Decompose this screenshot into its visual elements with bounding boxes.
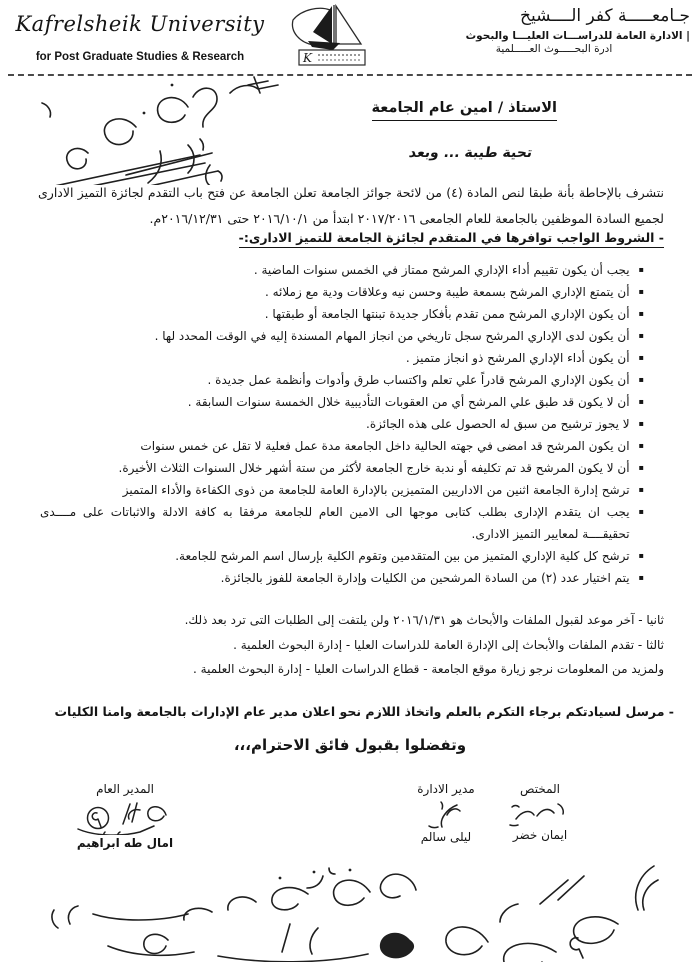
condition-text: أن يكون أداء الإداري المرشح ذو انجاز متميز . (405, 351, 630, 365)
square-bullet-icon: ▪ (638, 485, 644, 494)
handwritten-annotation-bottom (18, 862, 682, 962)
signature-title: المختص (520, 782, 560, 796)
salutation-line: تحية طيبة ... وبعد (407, 145, 534, 161)
condition-item (40, 457, 644, 479)
signature-name: امال طه ابراهيم (76, 836, 174, 850)
square-bullet-icon: ▪ (638, 309, 644, 318)
condition-text: أن يكون لدى الإداري المرشح سجل تاريخي من انجاز المهام المسندة إليه في الوقت المحدد لها . (154, 329, 630, 343)
condition-text: أن يتمتع الإداري المرشح بسمعة طيبة وحسن نيه وعلاقات ودية مع زملائه . (264, 285, 630, 299)
handwritten-signature-icon (68, 799, 182, 835)
dispatch-line: - مرسل لسيادتكم برجاء التكرم بالعلم واتخاذ اللازم نحو اعلان مدير عام الإدارات بالجامعة وامنا الكليات (54, 704, 674, 719)
signature-title: المدير العام (96, 782, 154, 796)
handwritten-signature-icon (423, 799, 469, 829)
admin-name-ar: | الادارة العامة للدراســـات العليـــا والبحوث (465, 30, 690, 42)
condition-item (40, 545, 644, 567)
note-submission: ثالثا - تقدم الملفات والأبحاث إلى الإدارة العامة للدراسات العليا - إدارة البحوث العلمية . (233, 637, 664, 652)
condition-item (40, 325, 644, 347)
condition-text: أن يكون الإداري المرشح ممن تقدم بأفكار جديدة تبنتها الجامعة أو طبقتها . (264, 307, 630, 321)
condition-text: يجب أن يكون تقييم أداء الإداري المرشح ممتاز في الخمس سنوات الماضية . (253, 263, 630, 277)
condition-item (40, 501, 644, 545)
square-bullet-icon: ▪ (638, 331, 644, 340)
square-bullet-icon: ▪ (638, 265, 644, 274)
handwritten-annotation-top (40, 55, 300, 185)
condition-text: ترشح كل كلية الإداري المتميز من بين المتقدمين وتقوم الكلية بإرسال اسم المرشح للجامعة. (175, 549, 630, 563)
intro-paragraph: نتشرف بالإحاطة بأنة طبقا لنص المادة (٤) من لائحة جوائز الجامعة تعلن الجامعة عن فتح باب التقدم لجائزة التميز الادارى لجميع السادة الموظفين بالجامعة للعام الجامعى ٢٠١٧/٢٠١٦ ابتدأ من ٢٠١٦/١٠/١ حتى ٢٠١٦/١٢/٣١م. (38, 185, 664, 226)
square-bullet-icon: ▪ (638, 353, 644, 362)
signature-specialist (498, 782, 582, 842)
condition-item (40, 413, 644, 435)
square-bullet-icon: ▪ (638, 463, 644, 472)
conditions-heading: - الشروط الواجب توافرها في المتقدم لجائزة الجامعة للتميز الادارى:- (239, 230, 664, 248)
condition-item (40, 391, 644, 413)
condition-item (40, 347, 644, 369)
addressee-line: الاستاذ / امين عام الجامعة (372, 100, 557, 121)
square-bullet-icon: ▪ (638, 419, 644, 428)
condition-text: يجب ان يتقدم الإدارى بطلب كتابى موجها الى الامين العام للجامعة مرفقا به كافة الادلة والاثباتات على مــــدى تحقيقــــة لمعايير التميز الادارى. (40, 505, 630, 541)
square-bullet-icon: ▪ (638, 375, 644, 384)
note-deadline: ثانيا - آخر موعد لقبول الملفات والأبحاث هو ٢٠١٦/١/٣١ ولن يلتفت إلى الطلبات التى ترد بعد ذلك. (184, 613, 664, 627)
condition-text: ترشح إدارة الجامعة اثنين من الاداريين المتميزين بالإدارة العامة للجامعة من ذوى الكفاءة والأداء المتميز (122, 483, 630, 497)
condition-text: يتم اختيار عدد (٢) من السادة المرشحين من الكليات وإدارة الجامعة للفوز بالجائزة. (220, 571, 630, 585)
condition-item (40, 479, 644, 501)
signature-general-manager (66, 782, 184, 850)
note-more-info: ولمزيد من المعلومات نرجو زيارة موقع الجامعة - قطاع الدراسات العليا - إدارة البحوث العلمية . (193, 662, 664, 676)
condition-item (40, 303, 644, 325)
square-bullet-icon: ▪ (638, 287, 644, 296)
research-dept-ar: ادرة البحـــــوث العـــــلمية (495, 43, 613, 55)
condition-item (40, 259, 644, 281)
notes-block (30, 608, 664, 682)
condition-text: ان يكون المرشح قد امضى في جهته الحالية داخل الجامعة مدة عمل فعلية لا تقل عن خمس سنوات (140, 439, 630, 453)
conditions-list (40, 259, 644, 589)
handwritten-signature-icon (508, 799, 572, 827)
square-bullet-icon: ▪ (638, 573, 644, 582)
square-bullet-icon: ▪ (638, 507, 644, 516)
square-bullet-icon: ▪ (638, 551, 644, 560)
signature-name: ايمان خضر (512, 828, 568, 842)
condition-text: أن لا يكون المرشح قد تم تكليفه أو ندبة خارج الجامعة لأكثر من ستة أشهر خلال السنوات الثلاث الأخيرة. (118, 461, 630, 475)
condition-text: أن يكون الإداري المرشح قادراً علي تعلم واكتساب طرق وأدوات وأنظمة عمل جديدة . (207, 373, 630, 387)
signature-director (404, 782, 488, 844)
signature-title: مدير الادارة (417, 782, 475, 796)
signature-name: ليلى سالم (420, 830, 472, 844)
condition-item (40, 567, 644, 589)
header-arabic (418, 6, 690, 55)
square-bullet-icon: ▪ (638, 397, 644, 406)
square-bullet-icon: ▪ (638, 441, 644, 450)
condition-text: أن لا يكون قد طبق علي المرشح أي من العقوبات التأديبية خلال الخمسة سنوات السابقة . (187, 395, 630, 409)
closing-line: وتفضلوا بقبول فائق الاحترام،،، (233, 736, 467, 754)
condition-item (40, 369, 644, 391)
university-name-en: Kafrelsheik University (15, 12, 265, 36)
condition-item (40, 281, 644, 303)
department-name-en: for Post Graduate Studies & Research (35, 51, 245, 63)
condition-item (40, 435, 644, 457)
university-name-ar: جـامعـــــة كفر الــــشيخ (520, 6, 690, 26)
logo-monogram: K (303, 51, 312, 65)
condition-text: لا يجوز ترشيح من سبق له الحصول على هذه الجائزة. (366, 417, 630, 431)
